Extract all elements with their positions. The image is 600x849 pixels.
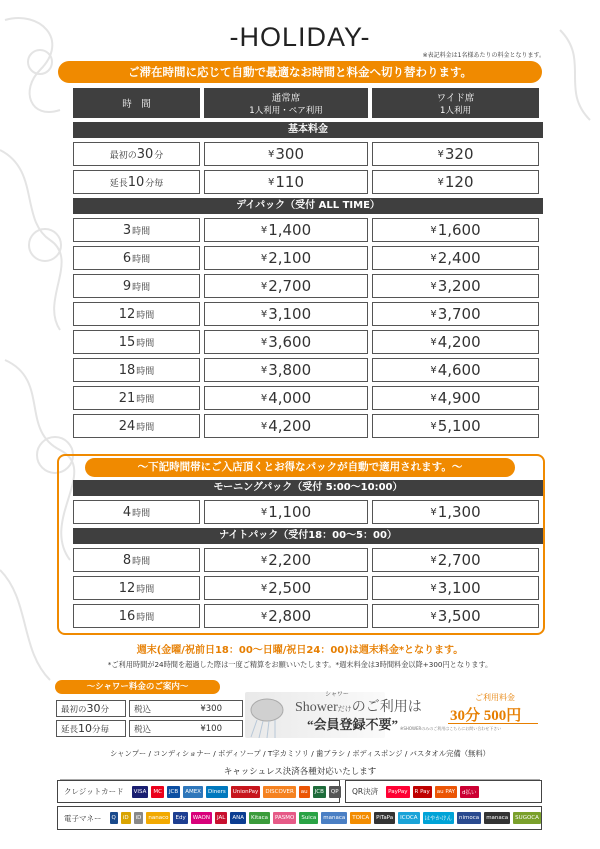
table-row	[73, 142, 543, 166]
unionpay-logo: UnionPay	[231, 786, 261, 798]
suica-logo: Suica	[299, 812, 318, 824]
emoney-label: 電子マネー	[64, 813, 102, 823]
visa-logo: VISA	[132, 786, 149, 798]
promo-price-label: ご利用料金	[475, 693, 515, 702]
jcb-contactless-logo: JCB	[313, 786, 326, 798]
normal-seat-price: ¥ 2,800	[204, 604, 368, 628]
time-cell: 3 時間	[73, 218, 200, 242]
shower-price: 税込 ¥300	[129, 700, 243, 717]
wide-seat-price: ¥ 5,100	[372, 414, 539, 438]
per-person-note: ※表記料金は1名様あたりの料金となります。	[422, 52, 545, 59]
pasmo-logo: PASMO	[273, 812, 296, 824]
time-cell: 4 時間	[73, 500, 200, 524]
shower-promo	[245, 692, 545, 738]
normal-seat-price: ¥ 300	[204, 142, 368, 166]
kitaca-logo: Kitaca	[249, 812, 270, 824]
shower-row	[56, 700, 246, 717]
table-row	[73, 170, 543, 194]
wide-seat-price: ¥ 3,500	[372, 604, 539, 628]
nanaco-logo: nanaco	[146, 812, 170, 824]
jcb-logo: JCB	[167, 786, 180, 798]
credit-card-label: クレジットカード	[64, 787, 124, 796]
wide-seat-price: ¥ 2,700	[372, 548, 539, 572]
quicpay-emoney-logo: Q	[110, 812, 118, 824]
time-cell: 16 時間	[73, 604, 200, 628]
weekend-note: 週末(金曜/祝前日18：00〜日曜/祝日24：00)は週末料金*となります。	[136, 645, 464, 656]
pricing-table	[73, 88, 543, 438]
promo-fine-print: ※SHOWERのみのご利用はこちらにお問い合わせ下さい	[400, 726, 502, 731]
promo-price: 30分 500円	[450, 708, 522, 724]
toica-logo: TOICA	[350, 812, 371, 824]
normal-seat-price: ¥ 3,800	[204, 358, 368, 382]
credit-card-box	[57, 780, 340, 803]
auto-switch-banner: ご滞在時間に応じて自動で最適なお時間と料金へ切り替わります。	[58, 61, 542, 83]
time-cell: 12 時間	[73, 302, 200, 326]
id2-logo: iD	[134, 812, 144, 824]
wide-seat-price: ¥ 4,600	[372, 358, 539, 382]
emoney-box	[57, 806, 542, 830]
normal-seat-price: ¥ 110	[204, 170, 368, 194]
normal-seat-price: ¥ 3,100	[204, 302, 368, 326]
time-cell: 21 時間	[73, 386, 200, 410]
shower-table	[56, 700, 246, 740]
header-normal-seat: 通常席 1人利用・ペア利用	[204, 88, 368, 118]
normal-seat-price: ¥ 3,600	[204, 330, 368, 354]
sugoca-logo: SUGOCA	[513, 812, 541, 824]
time-cell: 18 時間	[73, 358, 200, 382]
special-pack-table	[73, 480, 543, 628]
quicpay-logo: QP	[329, 786, 341, 798]
footnote: *ご利用時間が24時間を超過した際は一度ご精算をお願いいたします。*週末料金は3時間料金以降+300円となります。	[107, 660, 493, 669]
edy-logo: Edy	[173, 812, 187, 824]
au-pay-logo: au PAY	[435, 786, 457, 798]
table-row	[73, 500, 543, 524]
section-night: ナイトパック（受付18：00〜5：00）	[73, 528, 543, 544]
time-cell: 12 時間	[73, 576, 200, 600]
icoca-logo: ICOCA	[398, 812, 419, 824]
header-wide-seat: ワイド席 1人利用	[372, 88, 539, 118]
no-registration-text: “会員登録不要”	[307, 717, 399, 732]
section-basic: 基本料金	[73, 122, 543, 138]
shower-price: 税込 ¥100	[129, 720, 243, 737]
nimoca-text: nimoca	[457, 812, 481, 824]
jal-logo: JAL	[215, 812, 227, 824]
d-barai-logo: d払い	[460, 786, 479, 798]
table-header	[73, 88, 543, 118]
time-cell: 6 時間	[73, 246, 200, 270]
normal-seat-price: ¥ 2,100	[204, 246, 368, 270]
amex-logo: AMEX	[183, 786, 203, 798]
wide-seat-price: ¥ 4,900	[372, 386, 539, 410]
wide-seat-price: ¥ 2,400	[372, 246, 539, 270]
manaca-logo: manaca	[321, 812, 347, 824]
wide-seat-price: ¥ 3,200	[372, 274, 539, 298]
table-row	[73, 414, 543, 438]
shower-duration: 最初の 30 分	[56, 700, 126, 717]
time-cell: 最初の 30 分	[73, 142, 200, 166]
table-row	[73, 576, 543, 600]
qr-payment-box	[345, 780, 542, 803]
hayakaken-logo: はやかけん	[423, 812, 455, 824]
amenities-list: シャンプー / コンディショナー / ボディソープ / T字カミソリ / 歯ブラシ / ボディスポンジ / バスタオル完備（無料）	[110, 749, 490, 758]
discover-logo: DISCOVER	[263, 786, 295, 798]
table-row	[73, 604, 543, 628]
shower-only-title: Showerだけのご利用は	[295, 700, 422, 715]
rakuten-pay-logo: R Pay	[413, 786, 432, 798]
wide-seat-price: ¥ 1,300	[372, 500, 539, 524]
normal-seat-price: ¥ 2,200	[204, 548, 368, 572]
table-row	[73, 358, 543, 382]
table-row	[73, 302, 543, 326]
section-morning: モーニングパック（受付 5:00〜10:00）	[73, 480, 543, 496]
time-cell: 8 時間	[73, 548, 200, 572]
cashless-heading: キャッシュレス決済各種対応いたします	[60, 765, 540, 780]
shower-row	[56, 720, 246, 737]
wide-seat-price: ¥ 1,600	[372, 218, 539, 242]
shower-kana: シャワー	[325, 691, 349, 698]
table-row	[73, 386, 543, 410]
table-row	[73, 548, 543, 572]
table-row	[73, 330, 543, 354]
table-row	[73, 274, 543, 298]
page-title: -HOLIDAY-	[229, 22, 371, 52]
time-cell: 15 時間	[73, 330, 200, 354]
wide-seat-price: ¥ 3,700	[372, 302, 539, 326]
time-cell: 9 時間	[73, 274, 200, 298]
header-time: 時 間	[73, 88, 200, 118]
waon-logo: WAON	[191, 812, 212, 824]
aupay-card-logo: au	[299, 786, 310, 798]
wide-seat-price: ¥ 320	[372, 142, 539, 166]
paypay-logo: PayPay	[386, 786, 409, 798]
promo-divider	[448, 723, 538, 724]
shower-duration: 延長 10 分毎	[56, 720, 126, 737]
normal-seat-price: ¥ 1,100	[204, 500, 368, 524]
special-pack-banner: 〜下記時間帯にご入店頂くとお得なパックが自動で適用されます。〜	[85, 458, 515, 477]
table-row	[73, 218, 543, 242]
mastercard-logo: MC	[151, 786, 164, 798]
table-row	[73, 246, 543, 270]
normal-seat-price: ¥ 4,200	[204, 414, 368, 438]
pitapa-logo: PiTaPa	[374, 812, 395, 824]
id-logo: iD	[121, 812, 131, 824]
wide-seat-price: ¥ 4,200	[372, 330, 539, 354]
normal-seat-price: ¥ 2,700	[204, 274, 368, 298]
ana-logo: ANA	[230, 812, 246, 824]
time-cell: 延長 10 分毎	[73, 170, 200, 194]
normal-seat-price: ¥ 1,400	[204, 218, 368, 242]
wide-seat-price: ¥ 3,100	[372, 576, 539, 600]
qr-payment-label: QR決済	[352, 787, 379, 796]
normal-seat-price: ¥ 2,500	[204, 576, 368, 600]
normal-seat-price: ¥ 4,000	[204, 386, 368, 410]
manaca-text: manaca	[484, 812, 510, 824]
section-daypack: デイパック（受付 ALL TIME）	[73, 198, 543, 214]
time-cell: 24 時間	[73, 414, 200, 438]
shower-banner: 〜シャワー料金のご案内〜	[55, 680, 220, 694]
diners-logo: Diners	[206, 786, 228, 798]
wide-seat-price: ¥ 120	[372, 170, 539, 194]
